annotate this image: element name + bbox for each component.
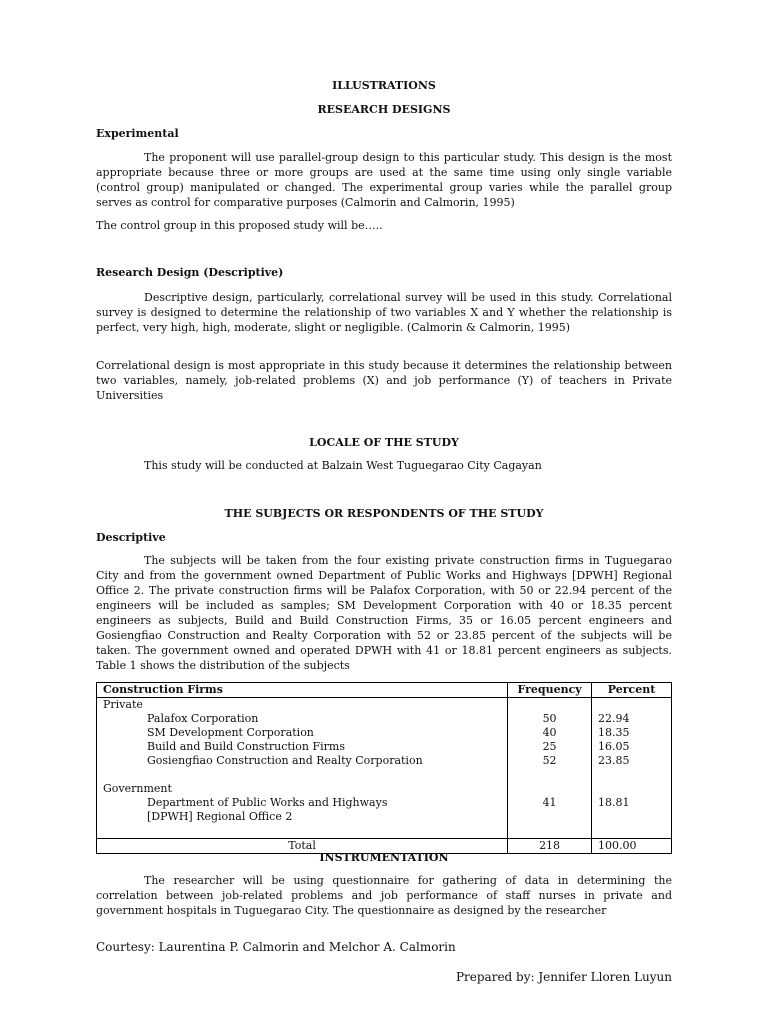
experimental-heading: Experimental: [96, 127, 179, 140]
firm-percent: [592, 810, 672, 824]
firm-percent: 18.35: [592, 726, 672, 740]
experimental-paragraph-2: The control group in this proposed study will be…..: [96, 219, 383, 232]
private-label: Private: [97, 698, 508, 713]
subjects-subheading: Descriptive: [96, 531, 166, 544]
subjects-paragraph: The subjects will be taken from the four existing private construction firms in Tuguegarao City and from the government owned Department of Public Works and Highways [DPWH] Regional Office 2. The private construction firms will be Palafox Corporation, with 50 or 22.94 percent of the engineers will be included as samples; SM Development Corporation with 40 or 18.35 percent engineers as subjects, Build and Build Construction Firms, 35 or 16.05 percent engineers and Gosiengfiao Construction and Realty Corporation with 52 or 23.85 percent of the subjects will be taken. The government owned and operated DPWH with 41 or 18.81 percent engineers as subjects. Table 1 shows the distribution of the subjects: [96, 554, 672, 672]
firm-name: SM Development Corporation: [97, 726, 508, 740]
total-label: Total: [97, 839, 508, 854]
header-construction-firms: Construction Firms: [97, 683, 508, 698]
prepared-by: Prepared by: Jennifer Lloren Luyun: [455, 970, 672, 984]
firm-name: [DPWH] Regional Office 2: [97, 810, 508, 824]
table-row-government-label: [97, 782, 672, 796]
firm-percent: 22.94: [592, 712, 672, 726]
firm-frequency: 40: [508, 726, 592, 740]
total-percent: 100.00: [592, 839, 672, 854]
table-row-private-label: [97, 698, 672, 713]
table-row: [97, 796, 672, 810]
firm-percent: 16.05: [592, 740, 672, 754]
distribution-table: [96, 682, 672, 854]
table-row: [97, 740, 672, 754]
instrumentation-paragraph: The researcher will be using questionnaire for gathering of data in determining the correlation between job-related problems and job performance of staff nurses in private and government hospitals in Tuguegarao City. The questionnaire as designed by the researcher: [96, 874, 672, 917]
firm-name: Build and Build Construction Firms: [97, 740, 508, 754]
table-row: [97, 810, 672, 824]
firm-frequency: [508, 810, 592, 824]
firm-frequency: 41: [508, 796, 592, 810]
table-row: [97, 726, 672, 740]
firm-name: Palafox Corporation: [97, 712, 508, 726]
experimental-paragraph-1: The proponent will use parallel-group design to this particular study. This design is the most appropriate because three or more groups are used at the same time using only single variable (control group) manipulated or changed. The experimental group varies while the parallel group serves as control for comparative purposes (Calmorin and Calmorin, 1995): [96, 151, 672, 209]
descriptive-design-paragraph-1: Descriptive design, particularly, correlational survey will be used in this study. Correlational survey is designed to determine the relationship of two variables X and Y whether the relationship is perfect, very high, high, moderate, slight or negligible. (Calmorin & Calmorin, 1995): [96, 291, 672, 334]
courtesy-note: Courtesy: Laurentina P. Calmorin and Melchor A. Calmorin: [96, 940, 456, 954]
government-label: Government: [97, 782, 508, 796]
firm-name: Department of Public Works and Highways: [97, 796, 508, 810]
table-row: [97, 754, 672, 768]
table-row-spacer: [97, 824, 672, 839]
page-title: ILLUSTRATIONS: [332, 79, 436, 92]
firm-percent: 23.85: [592, 754, 672, 768]
table-row: [97, 712, 672, 726]
descriptive-design-heading: Research Design (Descriptive): [96, 266, 284, 279]
instrumentation-heading: INSTRUMENTATION: [319, 851, 449, 864]
table-row-spacer: [97, 768, 672, 782]
table-header-row: [97, 683, 672, 698]
header-percent: Percent: [592, 683, 672, 698]
firm-percent: 18.81: [592, 796, 672, 810]
header-frequency: Frequency: [508, 683, 592, 698]
locale-text: This study will be conducted at Balzain West Tuguegarao City Cagayan: [144, 459, 542, 472]
locale-heading: LOCALE OF THE STUDY: [309, 436, 459, 449]
firm-frequency: 25: [508, 740, 592, 754]
subjects-heading: THE SUBJECTS OR RESPONDENTS OF THE STUDY: [224, 507, 544, 520]
total-frequency: 218: [508, 839, 592, 854]
descriptive-design-paragraph-2: Correlational design is most appropriate in this study because it determines the relationship between two variables, namely, job-related problems (X) and job performance (Y) of teachers in Private Universities: [96, 359, 672, 402]
page-subtitle: RESEARCH DESIGNS: [317, 103, 451, 116]
firm-frequency: 50: [508, 712, 592, 726]
firm-name: Gosiengfiao Construction and Realty Corporation: [97, 754, 508, 768]
firm-frequency: 52: [508, 754, 592, 768]
